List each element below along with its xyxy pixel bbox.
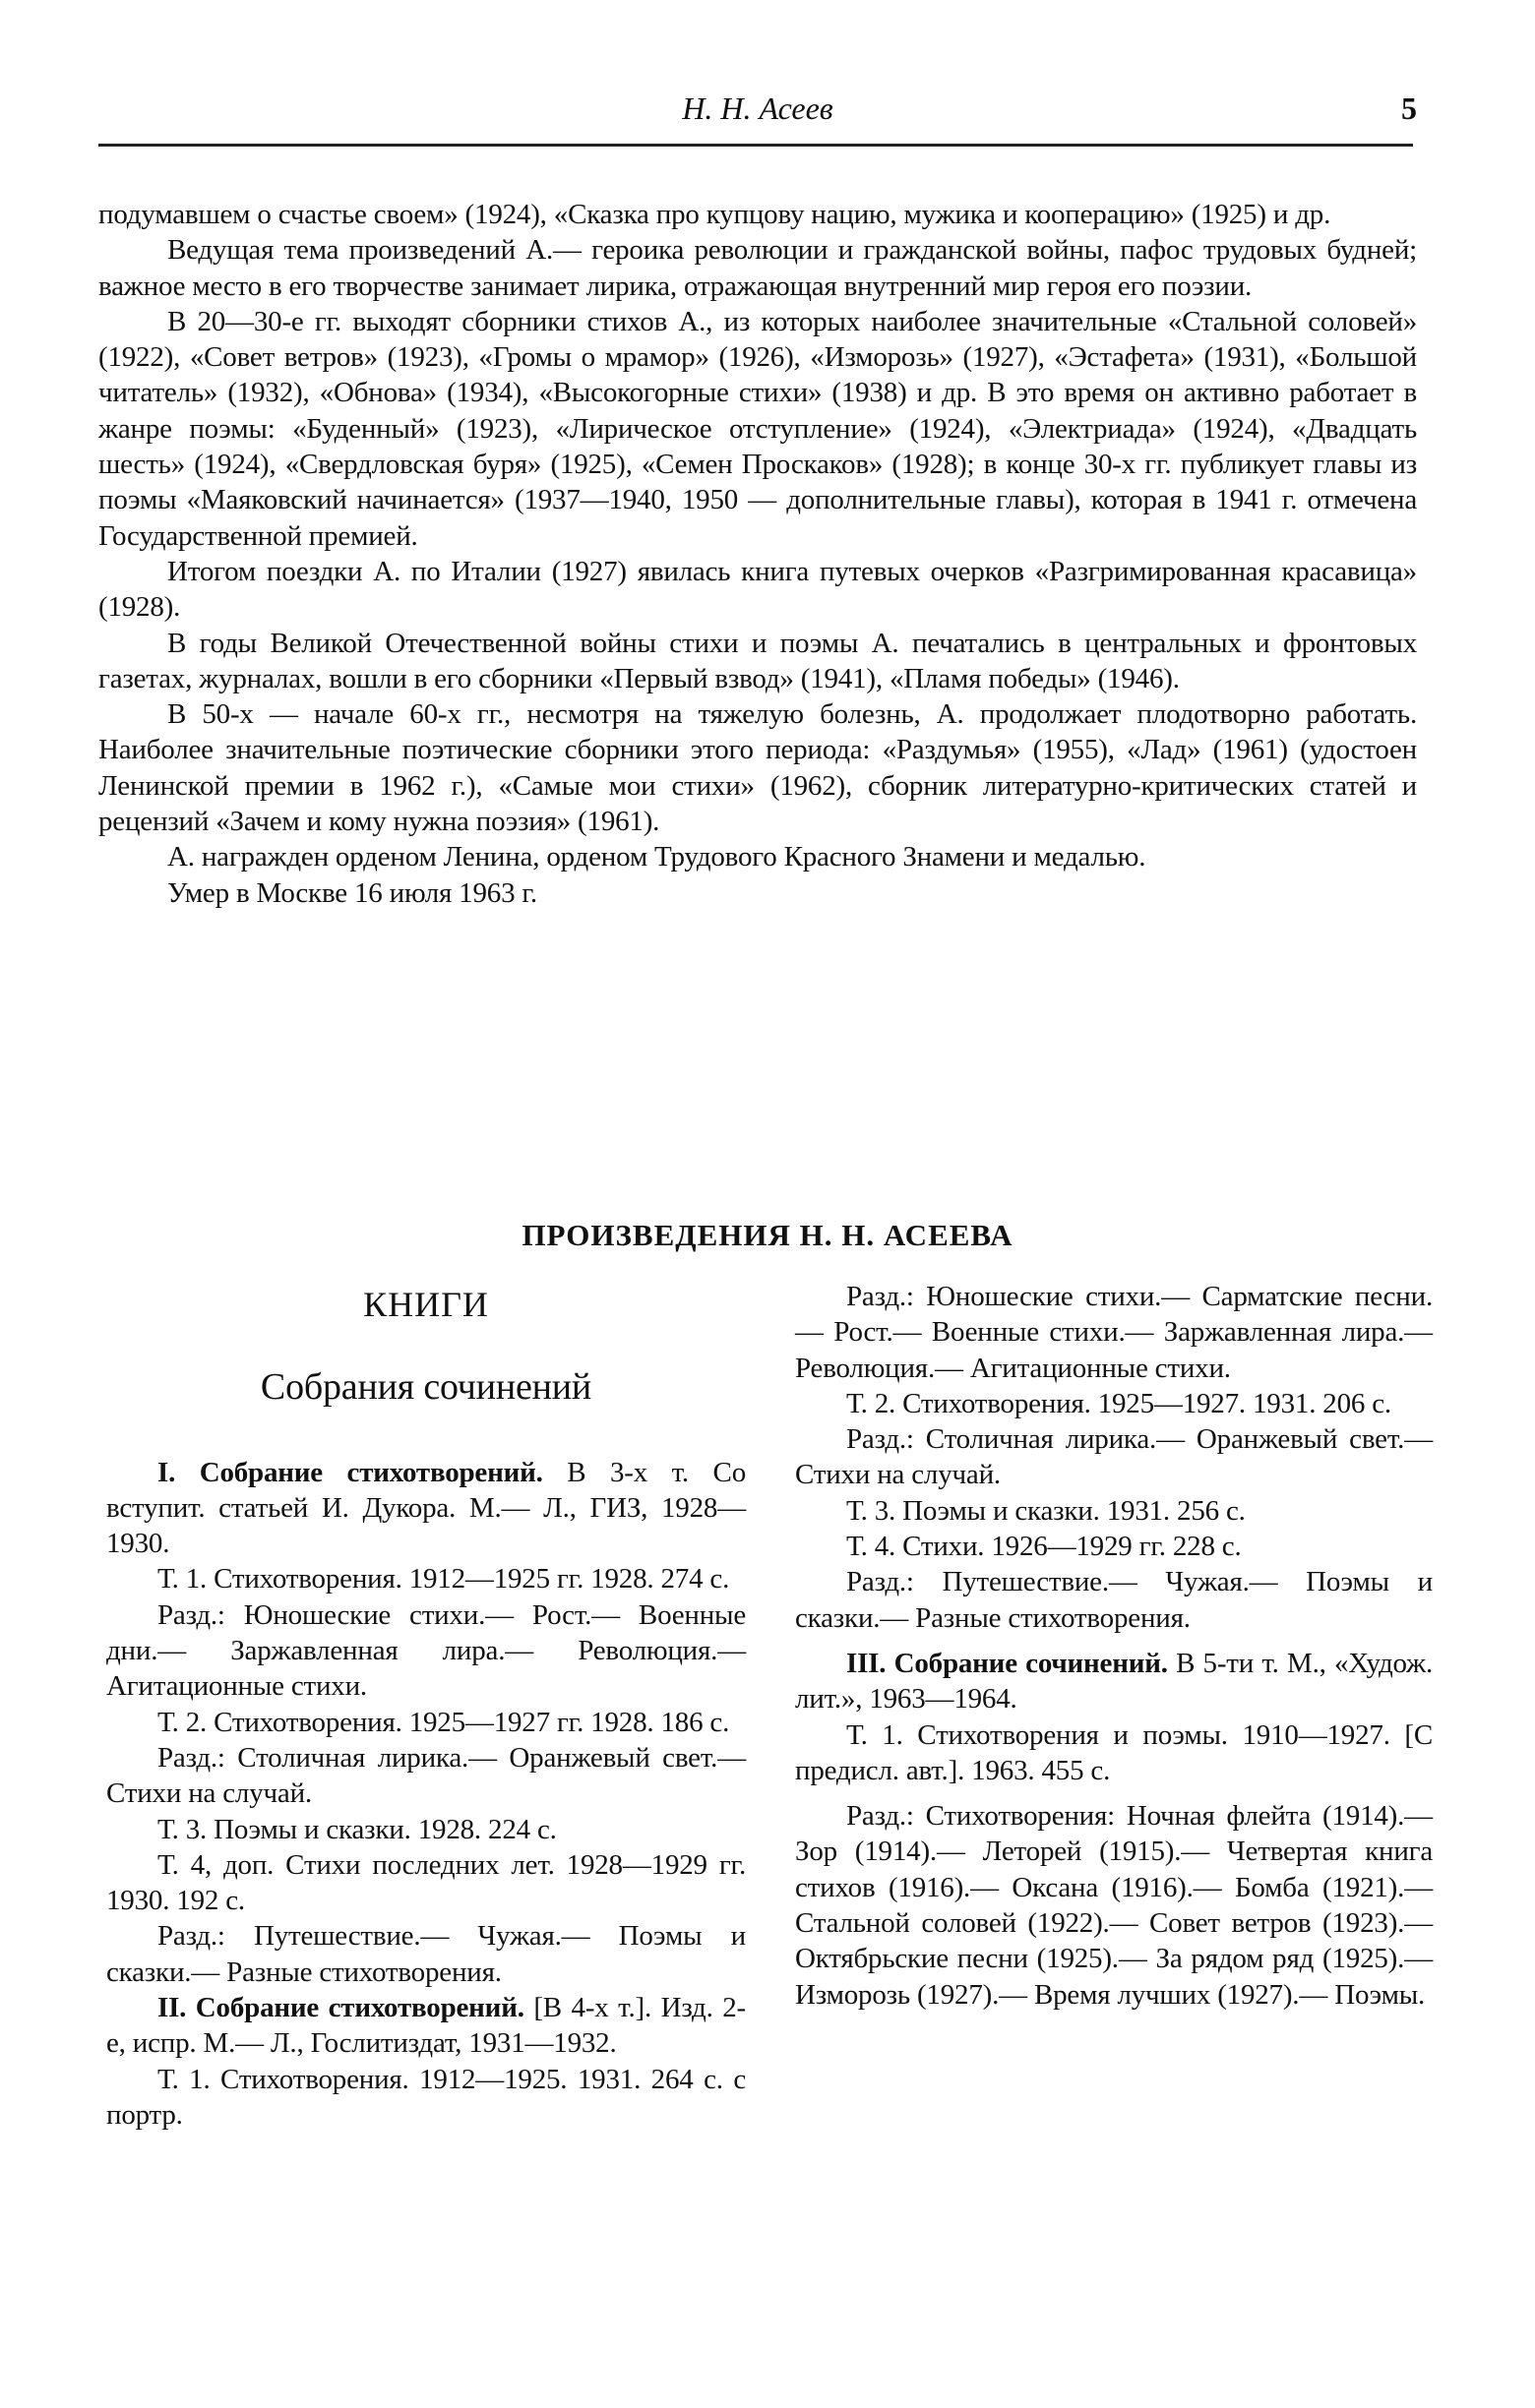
paragraph: В 50-х — начале 60-х гг., несмотря на тяжелую болезнь, А. продолжает плодотворно работать. Наиболее значительные поэтические сборники этого периода: «Раздумья» (1955), «Лад» (1961) (удостоен Ленинской премии в 1962 г.), «Самые мои стихи» (1962), сборник литературно-критических статей и рецензий «Зачем и кому нужна поэзия» (1961). [98,698,1417,838]
paragraph: Разд.: Столичная лирика.— Оранжевый свет.— Стихи на случай. [106,1741,746,1810]
paragraph: Т. 1. Стихотворения. 1912—1925. 1931. 264 с. с портр. [106,2063,746,2131]
header-rule [98,144,1413,147]
entry-details: В 3-х т. Со вступит. статьей И. Дукора. М.— Л., ГИЗ, 1928—1930. [106,1456,746,1560]
entry-details: [В 4-х т.]. Изд. 2-е, испр. М.— Л., Гослитиздат, 1931—1932. [106,1992,746,2060]
paragraph: В 20—30-е гг. выходят сборники стихов А., из которых наиболее значительные «Стальной соловей» (1922), «Совет ветров» (1923), «Громы о мрамор» (1926), «Изморозь» (1927), «Эстафета» (1931), «Большой читатель» (1932), «Обнова» (1934), «Высокогорные стихи» (1938) и др. В это время он активно работает в жанре поэмы: «Буденный» (1923), «Лирическое отступление» (1924), «Электриада» (1924), «Двадцать шесть» (1924), «Свердловская буря» (1925), «Семен Проскаков» (1928); в конце 30-х гг. публикует главы из поэмы «Маяковский начинается» (1937—1940, 1950 — дополнительные главы), которая в 1941 г. отмечена Государственной премией. [98,305,1417,552]
entry-details: В 5-ти т. М., «Худож. лит.», 1963—1964. [795,1647,1433,1716]
paragraph: Разд.: Столичная лирика.— Оранжевый свет.— Стихи на случай. [795,1423,1433,1491]
left-column [106,1279,746,2133]
page-number: 5 [1401,90,1417,126]
paragraph: Т. 4. Стихи. 1926—1929 гг. 228 с. [846,1531,1242,1563]
paragraph: Разд.: Юношеские стихи.— Сарматские песни.— Рост.— Военные стихи.— Заржавленная лира.— Революция.— Агитационные стихи. [795,1281,1433,1384]
paragraph: А. награжден орденом Ленина, орденом Трудового Красного Знамени и медалью. [167,841,1146,873]
entry-title: I. Собрание стихотворений. [157,1456,543,1488]
running-header [98,90,1417,134]
paragraph: Т. 3. Поэмы и сказки. 1928. 224 с. [157,1813,557,1845]
paragraph: Разд.: Юношеские стихи.— Рост.— Военные дни.— Заржавленная лира.— Революция.— Агитационные стихи. [106,1598,746,1703]
heading-collections: Собрания сочинений [260,1366,592,1409]
paragraph: Т. 4, доп. Стихи последних лет. 1928—1929 гг. 1930. 192 с. [106,1848,746,1917]
paragraph: Разд.: Стихотворения: Ночная флейта (1914).— Зор (1914).— Леторей (1915).— Четвертая книга стихов (1916).— Оксана (1916).— Бомба (1921).— Стальной соловей (1922).— Совет ветров (1923).— Октябрьские песни (1925).— За рядом ряд (1925).— Изморозь (1927).— Время лучших (1927).— Поэмы. [795,1800,1433,2011]
heading-books: КНИГИ [363,1285,489,1324]
running-header-title: Н. Н. Асеев [682,90,833,126]
paragraph: Т. 2. Стихотворения. 1925—1927. 1931. 206 с. [846,1387,1391,1419]
right-column [795,1279,1433,2013]
paragraph: В годы Великой Отечественной войны стихи и поэмы А. печатались в центральных и фронтовых газетах, журналах, вошли в его сборники «Первый взвод» (1941), «Пламя победы» (1946). [98,627,1417,694]
paragraph: Т. 1. Стихотворения. 1912—1925 гг. 1928. 274 с. [157,1563,730,1595]
paragraph: Итогом поездки А. по Италии (1927) явилась книга путевых очерков «Разгримированная красавица» (1928). [98,555,1417,624]
paragraph: подумавшем о счастье своем» (1924), «Сказка про купцову нацию, мужика и кооперацию» (1925) и др. [98,199,1331,230]
biography-text [98,197,1417,911]
entry-title: II. Собрание стихотворений. [157,1992,524,2024]
paragraph: Разд.: Путешествие.— Чужая.— Поэмы и сказки.— Разные стихотворения. [106,1920,746,1988]
paragraph: Т. 2. Стихотворения. 1925—1927 гг. 1928. 186 с. [157,1706,730,1738]
paragraph: Ведущая тема произведений А.— героика революции и гражданской войны, пафос трудовых будней; важное место в его творчестве занимает лирика, отражающая внутренний мир героя его поэзии. [98,234,1417,302]
paragraph: Умер в Москве 16 июля 1963 г. [167,876,537,909]
bibliography-entry [106,1990,746,2062]
paragraph: Разд.: Путешествие.— Чужая.— Поэмы и сказки.— Разные стихотворения. [795,1566,1433,1634]
bibliography-entry [795,1646,1433,1717]
paragraph: Т. 1. Стихотворения и поэмы. 1910—1927. [С предисл. авт.]. 1963. 455 с. [795,1718,1433,1786]
bibliography-entry [106,1455,746,1562]
paragraph: Т. 3. Поэмы и сказки. 1931. 256 с. [846,1494,1246,1527]
section-title: ПРОИЗВЕДЕНИЯ Н. Н. АСЕЕВА [522,1218,1013,1252]
entry-title: III. Собрание сочинений. [846,1647,1168,1679]
